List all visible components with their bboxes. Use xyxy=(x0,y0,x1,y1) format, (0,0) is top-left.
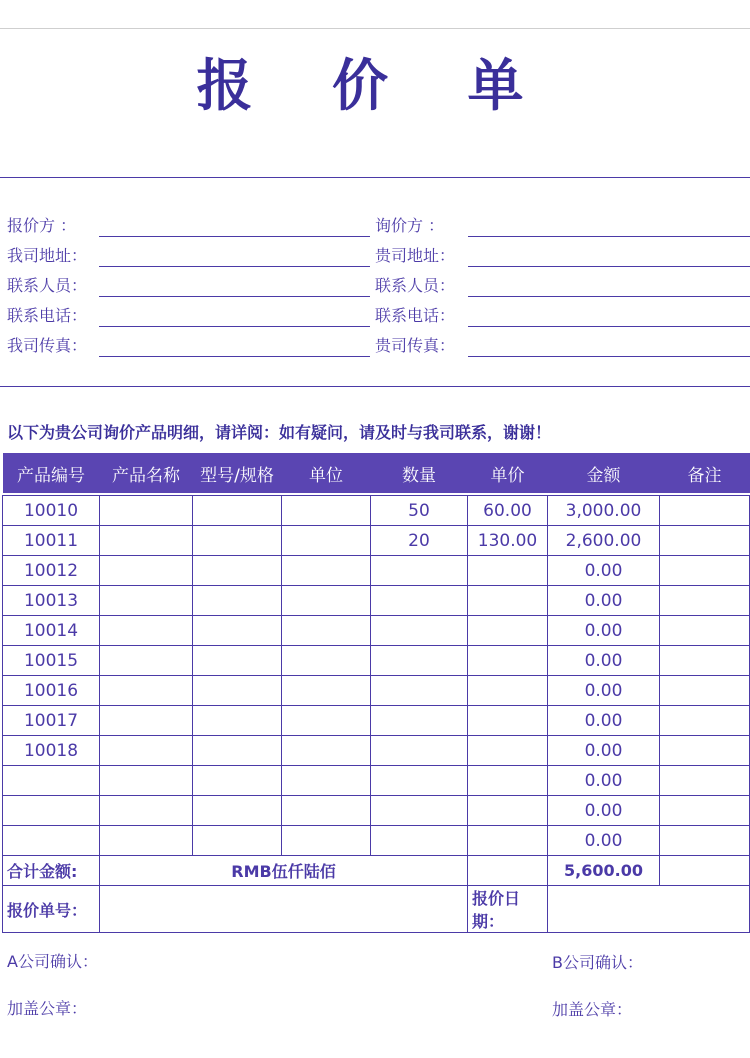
table-row xyxy=(3,526,750,556)
cell-name[interactable] xyxy=(100,496,193,526)
cell-model[interactable] xyxy=(193,736,282,766)
field-label-our-contact: 联系人员： xyxy=(7,276,88,295)
table-row xyxy=(3,766,750,796)
cell-name[interactable] xyxy=(100,616,193,646)
cell-amount[interactable]: 2,600.00 xyxy=(548,526,660,556)
quote-date-value[interactable] xyxy=(548,886,750,933)
cell-amount[interactable]: 0.00 xyxy=(548,826,660,856)
cell-unit[interactable] xyxy=(282,826,371,856)
cell-model[interactable] xyxy=(193,586,282,616)
cell-code[interactable] xyxy=(3,796,100,826)
cell-unit[interactable] xyxy=(282,526,371,556)
cell-amount[interactable]: 0.00 xyxy=(548,676,660,706)
cell-amount[interactable]: 0.00 xyxy=(548,616,660,646)
total-remark xyxy=(660,856,750,886)
table-row xyxy=(3,736,750,766)
cell-price[interactable] xyxy=(468,706,548,736)
cell-amount[interactable]: 3,000.00 xyxy=(548,496,660,526)
field-input-your-contact[interactable] xyxy=(468,296,750,297)
cell-price[interactable] xyxy=(468,676,548,706)
cell-unit[interactable] xyxy=(282,676,371,706)
field-label-inquirer: 询价方 ： xyxy=(375,216,445,235)
table-row xyxy=(3,676,750,706)
total-amount: 5,600.00 xyxy=(548,856,660,886)
header-unit: 单位 xyxy=(282,453,371,493)
header-remark: 备注 xyxy=(660,453,750,493)
cell-price[interactable] xyxy=(468,616,548,646)
cell-qty[interactable] xyxy=(371,556,468,586)
top-rule xyxy=(0,28,750,29)
quote-number-label: 报价单号： xyxy=(3,886,100,933)
cell-qty[interactable] xyxy=(371,706,468,736)
divider-middle xyxy=(0,386,750,387)
field-label-your-address: 贵司地址： xyxy=(375,246,456,265)
cell-code[interactable]: 10011 xyxy=(3,526,100,556)
field-input-our-fax[interactable] xyxy=(99,356,370,357)
cell-note[interactable] xyxy=(660,826,750,856)
field-label-your-phone: 联系电话： xyxy=(375,306,456,325)
table-row xyxy=(3,586,750,616)
cell-code[interactable]: 10018 xyxy=(3,736,100,766)
header-amount: 金额 xyxy=(548,453,660,493)
table-row xyxy=(3,826,750,856)
cell-name[interactable] xyxy=(100,646,193,676)
cell-name[interactable] xyxy=(100,556,193,586)
cell-amount[interactable]: 0.00 xyxy=(548,646,660,676)
cell-qty[interactable] xyxy=(371,826,468,856)
cell-code[interactable] xyxy=(3,826,100,856)
cell-note[interactable] xyxy=(660,736,750,766)
cell-model[interactable] xyxy=(193,526,282,556)
cell-name[interactable] xyxy=(100,766,193,796)
cell-qty[interactable] xyxy=(371,796,468,826)
table-header-row xyxy=(3,453,750,493)
field-input-your-address[interactable] xyxy=(468,266,750,267)
company-b-seal: 加盖公章： xyxy=(552,1000,633,1019)
cell-qty[interactable] xyxy=(371,646,468,676)
field-input-inquirer[interactable] xyxy=(468,236,750,237)
total-empty xyxy=(468,856,548,886)
cell-code[interactable]: 10010 xyxy=(3,496,100,526)
cell-code[interactable]: 10013 xyxy=(3,586,100,616)
cell-model[interactable] xyxy=(193,796,282,826)
cell-model[interactable] xyxy=(193,496,282,526)
table-row xyxy=(3,646,750,676)
cell-amount[interactable]: 0.00 xyxy=(548,796,660,826)
cell-amount[interactable]: 0.00 xyxy=(548,556,660,586)
field-label-our-phone: 联系电话： xyxy=(7,306,88,325)
table-row xyxy=(3,556,750,586)
total-amount-words: RMB伍仟陆佰 xyxy=(100,856,468,886)
cell-model[interactable] xyxy=(193,706,282,736)
cell-unit[interactable] xyxy=(282,586,371,616)
cell-unit[interactable] xyxy=(282,556,371,586)
cell-qty[interactable] xyxy=(371,676,468,706)
cell-unit[interactable] xyxy=(282,796,371,826)
cell-name[interactable] xyxy=(100,586,193,616)
cell-model[interactable] xyxy=(193,616,282,646)
cell-code[interactable]: 10017 xyxy=(3,706,100,736)
table-row xyxy=(3,496,750,526)
cell-note[interactable] xyxy=(660,586,750,616)
cell-price[interactable] xyxy=(468,646,548,676)
cell-price[interactable] xyxy=(468,796,548,826)
cell-qty[interactable] xyxy=(371,736,468,766)
table-row xyxy=(3,706,750,736)
table-row xyxy=(3,796,750,826)
cell-qty[interactable] xyxy=(371,586,468,616)
cell-note[interactable] xyxy=(660,646,750,676)
quote-number-value[interactable] xyxy=(100,886,468,933)
page-title: 报 价 单 xyxy=(196,53,554,119)
field-label-quoter: 报价方 ： xyxy=(7,216,77,235)
company-a-seal: 加盖公章： xyxy=(7,999,88,1018)
total-label: 合计金额: xyxy=(3,856,100,886)
cell-unit[interactable] xyxy=(282,766,371,796)
company-a-confirm: A公司确认： xyxy=(7,952,98,971)
header-quantity: 数量 xyxy=(371,453,468,493)
cell-code[interactable] xyxy=(3,766,100,796)
field-label-your-contact: 联系人员： xyxy=(375,276,456,295)
cell-model[interactable] xyxy=(193,826,282,856)
cell-price[interactable] xyxy=(468,766,548,796)
cell-name[interactable] xyxy=(100,526,193,556)
cell-name[interactable] xyxy=(100,736,193,766)
cell-note[interactable] xyxy=(660,766,750,796)
field-input-your-phone[interactable] xyxy=(468,326,750,327)
cell-price[interactable] xyxy=(468,556,548,586)
cell-note[interactable] xyxy=(660,496,750,526)
cell-amount[interactable]: 0.00 xyxy=(548,766,660,796)
header-product-name: 产品名称 xyxy=(100,453,193,493)
divider-top xyxy=(0,177,750,178)
cell-price[interactable] xyxy=(468,826,548,856)
field-label-our-address: 我司地址： xyxy=(7,246,88,265)
cell-model[interactable] xyxy=(193,766,282,796)
field-label-our-fax: 我司传真： xyxy=(7,336,88,355)
cell-unit[interactable] xyxy=(282,646,371,676)
cell-note[interactable] xyxy=(660,706,750,736)
cell-model[interactable] xyxy=(193,646,282,676)
cell-unit[interactable] xyxy=(282,496,371,526)
field-input-your-fax[interactable] xyxy=(468,356,750,357)
cell-amount[interactable]: 0.00 xyxy=(548,586,660,616)
cell-model[interactable] xyxy=(193,556,282,586)
cell-qty[interactable] xyxy=(371,766,468,796)
field-input-quoter[interactable] xyxy=(99,236,370,237)
cell-code[interactable]: 10016 xyxy=(3,676,100,706)
cell-unit[interactable] xyxy=(282,706,371,736)
cell-note[interactable] xyxy=(660,796,750,826)
cell-unit[interactable] xyxy=(282,616,371,646)
cell-code[interactable]: 10012 xyxy=(3,556,100,586)
cell-note[interactable] xyxy=(660,556,750,586)
cell-price[interactable] xyxy=(468,736,548,766)
field-input-our-contact[interactable] xyxy=(99,296,370,297)
header-model-spec: 型号/规格 xyxy=(193,453,282,493)
notice-text: 以下为贵公司询价产品明细，请详阅：如有疑问，请及时与我司联系，谢谢！ xyxy=(7,423,552,442)
table-row xyxy=(3,616,750,646)
cell-price[interactable]: 60.00 xyxy=(468,496,548,526)
cell-amount[interactable]: 0.00 xyxy=(548,736,660,766)
field-input-our-phone[interactable] xyxy=(99,326,370,327)
cell-unit[interactable] xyxy=(282,736,371,766)
cell-code[interactable]: 10014 xyxy=(3,616,100,646)
cell-name[interactable] xyxy=(100,706,193,736)
cell-note[interactable] xyxy=(660,676,750,706)
cell-note[interactable] xyxy=(660,526,750,556)
header-product-code: 产品编号 xyxy=(3,453,100,493)
cell-note[interactable] xyxy=(660,616,750,646)
quote-date-label: 报价日期： xyxy=(468,886,548,933)
field-label-your-fax: 贵司传真： xyxy=(375,336,456,355)
company-b-confirm: B公司确认： xyxy=(552,953,643,972)
cell-qty[interactable] xyxy=(371,616,468,646)
cell-qty[interactable]: 50 xyxy=(371,496,468,526)
cell-code[interactable]: 10015 xyxy=(3,646,100,676)
cell-amount[interactable]: 0.00 xyxy=(548,706,660,736)
quote-table xyxy=(2,453,750,933)
quote-info-row xyxy=(3,886,750,933)
cell-qty[interactable]: 20 xyxy=(371,526,468,556)
cell-name[interactable] xyxy=(100,676,193,706)
header-unit-price: 单价 xyxy=(468,453,548,493)
cell-price[interactable]: 130.00 xyxy=(468,526,548,556)
cell-model[interactable] xyxy=(193,676,282,706)
total-row xyxy=(3,856,750,886)
field-input-our-address[interactable] xyxy=(99,266,370,267)
cell-price[interactable] xyxy=(468,586,548,616)
cell-name[interactable] xyxy=(100,826,193,856)
cell-name[interactable] xyxy=(100,796,193,826)
